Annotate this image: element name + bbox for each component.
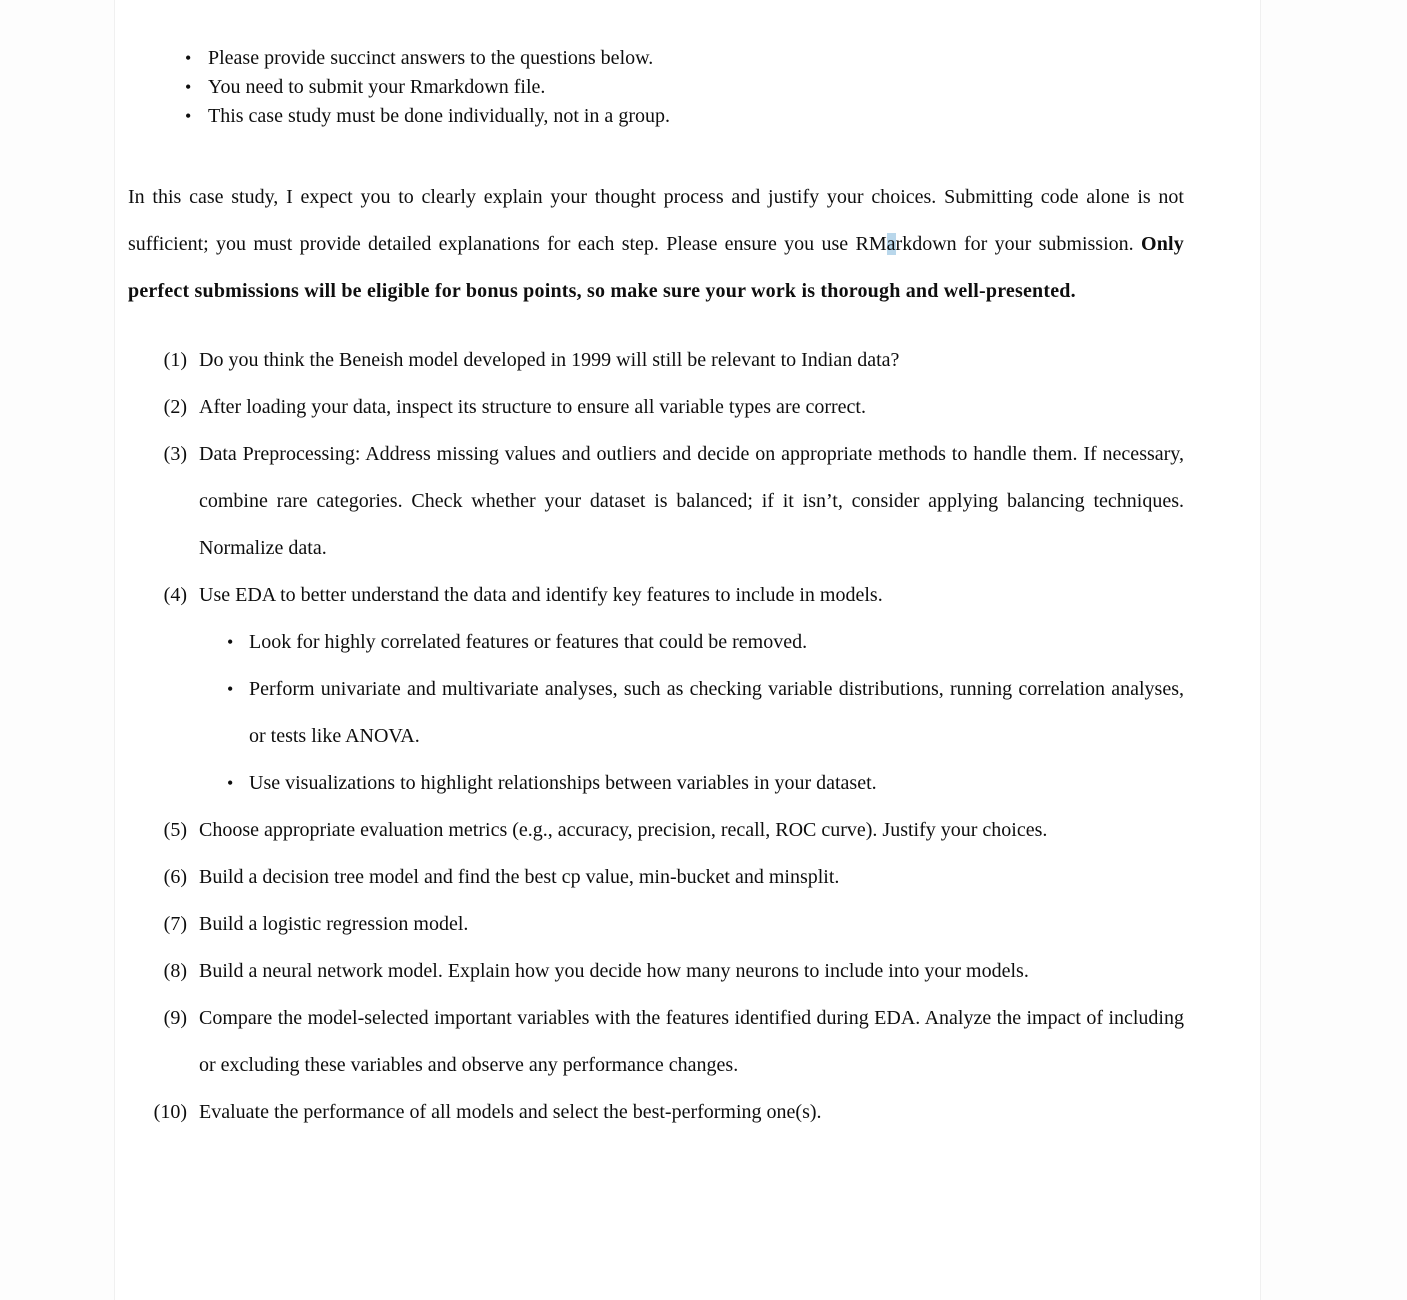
questions-list <box>115 337 1260 1136</box>
question-text: Compare the model-selected important variables with the features identified during EDA. Analyze the impact of including or excluding these variables and observe any performance changes. <box>199 1007 1184 1076</box>
intro-paragraph <box>128 174 1184 315</box>
list-item <box>185 102 1190 131</box>
text-selection-highlight: a <box>886 233 896 255</box>
bold-emphasis-text: Only perfect submissions will be eligible for bonus points, so make sure your work is thorough and well-presented. <box>128 233 1185 302</box>
document-page <box>114 0 1261 1300</box>
question-text: Do you think the Beneish model developed in 1999 will still be relevant to Indian data? <box>199 349 900 371</box>
list-item <box>185 44 1190 73</box>
sub-bullet-list <box>199 619 1184 807</box>
question-item <box>153 1089 1184 1136</box>
question-item <box>153 431 1184 572</box>
question-number: (2) <box>163 396 187 418</box>
bullet-icon: • <box>227 679 234 699</box>
question-text: Build a logistic regression model. <box>199 913 469 935</box>
sub-bullet-item <box>227 619 1184 666</box>
question-text: Data Preprocessing: Address missing values and outliers and decide on appropriate methods to handle them. If necessary, combine rare categories. Check whether your dataset is balanced; if it isn’t, consider applying balancing techniques. Normalize data. <box>199 443 1184 559</box>
question-number: (3) <box>163 443 187 465</box>
bullet-icon: • <box>185 106 192 126</box>
question-item <box>153 384 1184 431</box>
question-text: Evaluate the performance of all models and select the best-performing one(s). <box>199 1101 822 1123</box>
question-text: Build a decision tree model and find the best cp value, min-bucket and minsplit. <box>199 866 840 888</box>
question-text: Build a neural network model. Explain how you decide how many neurons to include into your models. <box>199 960 1029 982</box>
bullet-icon: • <box>227 632 234 652</box>
bullet-icon: • <box>185 48 192 68</box>
sub-bullet-text: Perform univariate and multivariate analyses, such as checking variable distributions, running correlation analyses, or tests like ANOVA. <box>249 678 1184 747</box>
sub-bullet-text: Use visualizations to highlight relationships between variables in your dataset. <box>249 772 877 794</box>
question-text: After loading your data, inspect its structure to ensure all variable types are correct. <box>199 396 866 418</box>
question-number: (1) <box>163 349 187 371</box>
question-item <box>153 807 1184 854</box>
question-text: Choose appropriate evaluation metrics (e.g., accuracy, precision, recall, ROC curve). Justify your choices. <box>199 819 1048 841</box>
question-number: (9) <box>163 1007 187 1029</box>
question-number: (7) <box>163 913 187 935</box>
sub-bullet-item <box>227 666 1184 760</box>
sub-bullet-text: Look for highly correlated features or features that could be removed. <box>249 631 808 653</box>
question-text-body: Use EDA to better understand the data and identify key features to include in models. <box>199 584 883 606</box>
bullet-icon: • <box>227 773 234 793</box>
question-item <box>153 572 1184 807</box>
question-number: (8) <box>163 960 187 982</box>
instruction-text: Please provide succinct answers to the questions below. <box>208 47 654 69</box>
intro-text: In this case study, I expect you to clearly explain your thought process and justify your choices. Submitting code alone is not sufficient; you must provide detailed explanations for each step. Please ensure you use RM <box>128 186 1184 255</box>
list-item <box>185 73 1190 102</box>
question-item <box>153 948 1184 995</box>
intro-text: rkdown for your submission. <box>895 233 1141 255</box>
question-item <box>153 901 1184 948</box>
question-text <box>199 572 1184 807</box>
question-item <box>153 337 1184 384</box>
instructions-list <box>115 44 1260 131</box>
question-number: (4) <box>163 584 187 606</box>
instruction-text: You need to submit your Rmarkdown file. <box>208 76 546 98</box>
question-number: (6) <box>163 866 187 888</box>
question-number: (5) <box>163 819 187 841</box>
question-item <box>153 854 1184 901</box>
question-number: (10) <box>153 1101 187 1123</box>
question-item <box>153 995 1184 1089</box>
bullet-icon: • <box>185 77 192 97</box>
sub-bullet-item <box>227 760 1184 807</box>
instruction-text: This case study must be done individually, not in a group. <box>208 105 670 127</box>
